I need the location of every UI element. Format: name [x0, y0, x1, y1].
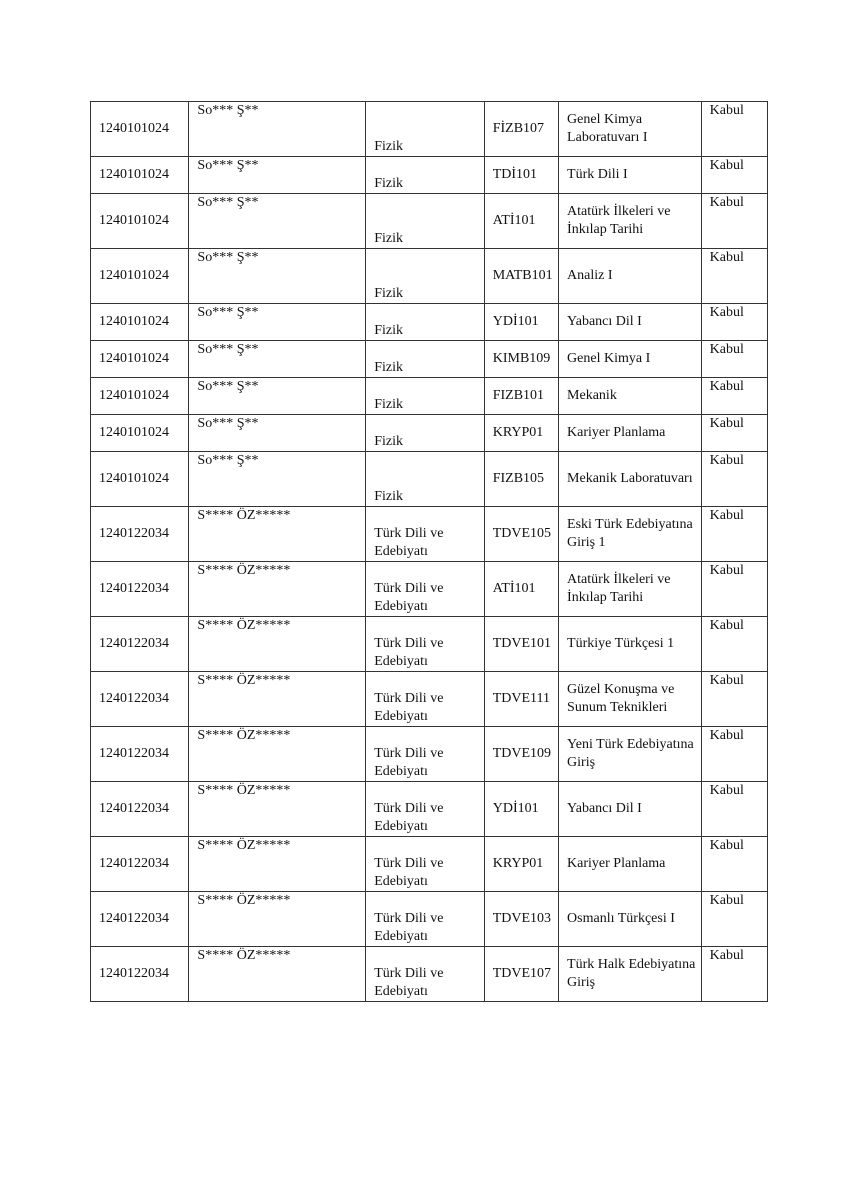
course-name-cell	[559, 837, 702, 892]
student-number-cell	[91, 507, 189, 562]
course-code-cell	[484, 507, 558, 562]
student-name: S**** ÖZ*****	[197, 618, 291, 633]
department-cell	[366, 727, 485, 782]
department-cell	[366, 562, 485, 617]
status-text-cell	[701, 507, 767, 562]
table-row	[91, 782, 768, 837]
course-name-cell	[559, 378, 702, 415]
course-code: KIMB109	[492, 351, 551, 366]
course-code: TDVE107	[492, 966, 552, 981]
status-text-cell	[701, 837, 767, 892]
student-name-cell	[189, 892, 366, 947]
status-text: Kabul	[709, 158, 744, 173]
student-number: 1240122034	[99, 526, 169, 541]
department-cell	[366, 194, 485, 249]
course-name: Osmanlı Türkçesi I	[567, 911, 675, 926]
student-name: S**** ÖZ*****	[197, 838, 291, 853]
student-number: 1240101024	[99, 351, 169, 366]
course-code-cell	[484, 672, 558, 727]
course-code: TDVE103	[492, 911, 552, 926]
department: Türk Dili ve Edebiyatı	[374, 801, 444, 834]
status-text-cell	[701, 617, 767, 672]
student-number: 1240101024	[99, 268, 169, 283]
department-cell	[366, 782, 485, 837]
status-text: Kabul	[709, 250, 744, 265]
course-name-cell	[559, 304, 702, 341]
student-number: 1240101024	[99, 388, 169, 403]
course-name: Yabancı Dil I	[567, 801, 642, 816]
department: Türk Dili ve Edebiyatı	[374, 691, 444, 724]
department: Türk Dili ve Edebiyatı	[374, 636, 444, 669]
course-name-cell	[559, 452, 702, 507]
table-row	[91, 617, 768, 672]
student-name: So*** Ş**	[197, 416, 259, 431]
course-name: Genel Kimya Laboratuvarı I	[567, 112, 648, 145]
student-name-cell	[189, 672, 366, 727]
course-name-cell	[559, 617, 702, 672]
department-cell	[366, 617, 485, 672]
status-text: Kabul	[709, 103, 744, 118]
status-text: Kabul	[709, 342, 744, 357]
status-text-cell	[701, 194, 767, 249]
status-text: Kabul	[709, 728, 744, 743]
course-code: KRYP01	[492, 425, 544, 440]
status-text: Kabul	[709, 453, 744, 468]
student-name-cell	[189, 378, 366, 415]
student-number: 1240101024	[99, 314, 169, 329]
course-code-cell	[484, 452, 558, 507]
student-number-cell	[91, 304, 189, 341]
student-number: 1240122034	[99, 856, 169, 871]
department-cell	[366, 415, 485, 452]
student-number-cell	[91, 727, 189, 782]
department-cell	[366, 102, 485, 157]
student-name-cell	[189, 617, 366, 672]
student-name: S**** ÖZ*****	[197, 728, 291, 743]
department-cell	[366, 341, 485, 378]
student-name-cell	[189, 837, 366, 892]
course-code-cell	[484, 617, 558, 672]
student-number: 1240122034	[99, 636, 169, 651]
student-name: S**** ÖZ*****	[197, 948, 291, 963]
student-name-cell	[189, 452, 366, 507]
course-name: Türkiye Türkçesi 1	[567, 636, 675, 651]
table-row	[91, 102, 768, 157]
course-name: Kariyer Planlama	[567, 856, 666, 871]
status-text: Kabul	[709, 948, 744, 963]
department: Türk Dili ve Edebiyatı	[374, 856, 444, 889]
course-code: FIZB105	[492, 471, 545, 486]
student-number: 1240101024	[99, 471, 169, 486]
student-number: 1240101024	[99, 167, 169, 182]
status-text-cell	[701, 378, 767, 415]
course-name: Kariyer Planlama	[567, 425, 666, 440]
department: Türk Dili ve Edebiyatı	[374, 746, 444, 779]
student-number: 1240101024	[99, 425, 169, 440]
department: Türk Dili ve Edebiyatı	[374, 966, 444, 999]
student-name: So*** Ş**	[197, 250, 259, 265]
student-name: S**** ÖZ*****	[197, 783, 291, 798]
course-name-cell	[559, 672, 702, 727]
student-name: So*** Ş**	[197, 453, 259, 468]
course-name: Atatürk İlkeleri ve İnkılap Tarihi	[567, 204, 671, 237]
student-name: So*** Ş**	[197, 305, 259, 320]
course-code: MATB101	[492, 268, 553, 283]
student-number-cell	[91, 782, 189, 837]
student-number-cell	[91, 892, 189, 947]
course-acceptance-table	[90, 101, 768, 1002]
course-name: Türk Halk Edebiyatına Giriş	[567, 957, 696, 990]
course-code-cell	[484, 249, 558, 304]
department-cell	[366, 507, 485, 562]
status-text: Kabul	[709, 508, 744, 523]
course-name: Analiz I	[567, 268, 613, 283]
student-name-cell	[189, 562, 366, 617]
course-name-cell	[559, 727, 702, 782]
course-code-cell	[484, 157, 558, 194]
status-text-cell	[701, 452, 767, 507]
table-row	[91, 157, 768, 194]
course-code: ATİ101	[492, 581, 536, 596]
department: Fizik	[374, 397, 403, 412]
student-number-cell	[91, 672, 189, 727]
status-text-cell	[701, 892, 767, 947]
student-number-cell	[91, 249, 189, 304]
table-row	[91, 837, 768, 892]
department: Türk Dili ve Edebiyatı	[374, 581, 444, 614]
student-number-cell	[91, 378, 189, 415]
student-name-cell	[189, 102, 366, 157]
table-row	[91, 507, 768, 562]
student-number: 1240101024	[99, 121, 169, 136]
status-text-cell	[701, 727, 767, 782]
student-name-cell	[189, 304, 366, 341]
table-body	[91, 102, 768, 1002]
table-row	[91, 947, 768, 1002]
student-number: 1240122034	[99, 746, 169, 761]
status-text-cell	[701, 102, 767, 157]
department-cell	[366, 378, 485, 415]
table-row	[91, 378, 768, 415]
department-cell	[366, 947, 485, 1002]
status-text-cell	[701, 672, 767, 727]
student-name: S**** ÖZ*****	[197, 893, 291, 908]
course-name-cell	[559, 249, 702, 304]
student-number: 1240122034	[99, 911, 169, 926]
course-code-cell	[484, 304, 558, 341]
department-cell	[366, 892, 485, 947]
table-row	[91, 672, 768, 727]
course-code: FIZB101	[492, 388, 545, 403]
status-text-cell	[701, 304, 767, 341]
status-text-cell	[701, 415, 767, 452]
course-name: Yabancı Dil I	[567, 314, 642, 329]
course-name: Eski Türk Edebiyatına Giriş 1	[567, 517, 693, 550]
status-text-cell	[701, 341, 767, 378]
course-code-cell	[484, 562, 558, 617]
status-text-cell	[701, 249, 767, 304]
student-name-cell	[189, 507, 366, 562]
status-text: Kabul	[709, 783, 744, 798]
department-cell	[366, 837, 485, 892]
department-cell	[366, 249, 485, 304]
student-name-cell	[189, 341, 366, 378]
status-text: Kabul	[709, 893, 744, 908]
course-code-cell	[484, 947, 558, 1002]
course-name: Atatürk İlkeleri ve İnkılap Tarihi	[567, 572, 671, 605]
course-name-cell	[559, 102, 702, 157]
course-name-cell	[559, 194, 702, 249]
course-code-cell	[484, 782, 558, 837]
student-number-cell	[91, 341, 189, 378]
department-cell	[366, 672, 485, 727]
student-number: 1240101024	[99, 213, 169, 228]
course-code: YDİ101	[492, 801, 539, 816]
department-cell	[366, 157, 485, 194]
course-name-cell	[559, 947, 702, 1002]
course-name: Yeni Türk Edebiyatına Giriş	[567, 737, 694, 770]
course-code-cell	[484, 341, 558, 378]
student-number-cell	[91, 947, 189, 1002]
department: Fizik	[374, 231, 403, 246]
student-name-cell	[189, 194, 366, 249]
student-number-cell	[91, 617, 189, 672]
student-name-cell	[189, 157, 366, 194]
course-code: YDİ101	[492, 314, 539, 329]
course-name-cell	[559, 415, 702, 452]
status-text: Kabul	[709, 416, 744, 431]
department: Fizik	[374, 434, 403, 449]
course-name-cell	[559, 157, 702, 194]
student-name-cell	[189, 727, 366, 782]
student-number-cell	[91, 102, 189, 157]
course-name: Türk Dili I	[567, 167, 628, 182]
student-name-cell	[189, 947, 366, 1002]
course-name-cell	[559, 562, 702, 617]
student-name-cell	[189, 415, 366, 452]
status-text-cell	[701, 157, 767, 194]
course-name-cell	[559, 341, 702, 378]
student-number-cell	[91, 194, 189, 249]
student-number-cell	[91, 415, 189, 452]
table-row	[91, 562, 768, 617]
table-row	[91, 892, 768, 947]
department-cell	[366, 452, 485, 507]
status-text: Kabul	[709, 838, 744, 853]
student-name: So*** Ş**	[197, 103, 259, 118]
department: Fizik	[374, 323, 403, 338]
department: Fizik	[374, 176, 403, 191]
course-name: Güzel Konuşma ve Sunum Teknikleri	[567, 682, 675, 715]
course-code: TDİ101	[492, 167, 538, 182]
status-text: Kabul	[709, 618, 744, 633]
student-name: So*** Ş**	[197, 195, 259, 210]
course-code-cell	[484, 415, 558, 452]
course-code-cell	[484, 727, 558, 782]
status-text: Kabul	[709, 563, 744, 578]
course-name: Mekanik Laboratuvarı	[567, 471, 693, 486]
status-text: Kabul	[709, 379, 744, 394]
status-text: Kabul	[709, 673, 744, 688]
status-text: Kabul	[709, 195, 744, 210]
student-number: 1240122034	[99, 581, 169, 596]
student-name: S**** ÖZ*****	[197, 563, 291, 578]
student-name: S**** ÖZ*****	[197, 508, 291, 523]
student-number: 1240122034	[99, 966, 169, 981]
table-row	[91, 415, 768, 452]
course-code: TDVE109	[492, 746, 552, 761]
department: Türk Dili ve Edebiyatı	[374, 526, 444, 559]
student-name: So*** Ş**	[197, 379, 259, 394]
department: Fizik	[374, 139, 403, 154]
student-number-cell	[91, 837, 189, 892]
student-number: 1240122034	[99, 801, 169, 816]
department: Fizik	[374, 489, 403, 504]
table-row	[91, 194, 768, 249]
student-name-cell	[189, 249, 366, 304]
course-code-cell	[484, 102, 558, 157]
table-row	[91, 304, 768, 341]
student-number-cell	[91, 562, 189, 617]
student-number: 1240122034	[99, 691, 169, 706]
course-code: KRYP01	[492, 856, 544, 871]
student-name: So*** Ş**	[197, 342, 259, 357]
course-name-cell	[559, 782, 702, 837]
course-code: ATİ101	[492, 213, 536, 228]
course-code: TDVE105	[492, 526, 552, 541]
department: Fizik	[374, 360, 403, 375]
status-text-cell	[701, 782, 767, 837]
course-code: FİZB107	[492, 121, 545, 136]
course-name: Mekanik	[567, 388, 617, 403]
department-cell	[366, 304, 485, 341]
course-name-cell	[559, 507, 702, 562]
student-name: S**** ÖZ*****	[197, 673, 291, 688]
table-row	[91, 452, 768, 507]
course-name: Genel Kimya I	[567, 351, 651, 366]
status-text: Kabul	[709, 305, 744, 320]
course-code-cell	[484, 892, 558, 947]
course-name-cell	[559, 892, 702, 947]
table-row	[91, 727, 768, 782]
course-code: TDVE111	[492, 691, 551, 706]
department: Fizik	[374, 286, 403, 301]
status-text-cell	[701, 947, 767, 1002]
course-code: TDVE101	[492, 636, 552, 651]
student-name-cell	[189, 782, 366, 837]
table-row	[91, 341, 768, 378]
table-row	[91, 249, 768, 304]
course-code-cell	[484, 194, 558, 249]
status-text-cell	[701, 562, 767, 617]
course-code-cell	[484, 837, 558, 892]
course-code-cell	[484, 378, 558, 415]
department: Türk Dili ve Edebiyatı	[374, 911, 444, 944]
student-number-cell	[91, 452, 189, 507]
student-number-cell	[91, 157, 189, 194]
student-name: So*** Ş**	[197, 158, 259, 173]
